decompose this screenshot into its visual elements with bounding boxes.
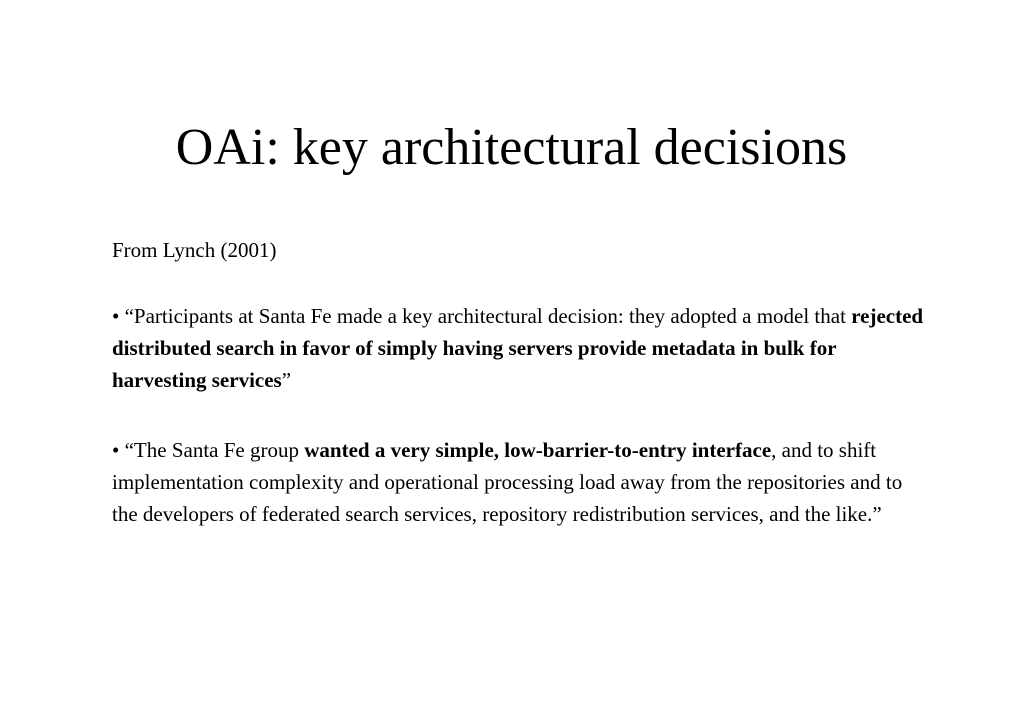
- bullet-text: • “The Santa Fe group: [112, 438, 305, 462]
- slide-title: OAi: key architectural decisions: [175, 119, 848, 176]
- bullet-text-end: , and to shift implementation complexity and operational processing load away from the repositories and to the developers of federated search services, repository redistribution services, and the like.”: [112, 438, 903, 526]
- slide-content: [112, 234, 932, 568]
- source-citation: From Lynch (2001): [112, 238, 277, 262]
- bullet-item-2: [112, 434, 932, 530]
- bullet-emphasis: rejected distributed search in favor of simply having servers provide metadata in bulk for harvesting services: [112, 304, 924, 392]
- bullet-emphasis: wanted a very simple, low-barrier-to-entry interface: [304, 438, 772, 462]
- bullet-text: • “Participants at Santa Fe made a key architectural decision: they adopted a model that: [112, 304, 852, 328]
- bullet-text-end: ”: [281, 368, 292, 392]
- bullet-item-1: [112, 300, 932, 396]
